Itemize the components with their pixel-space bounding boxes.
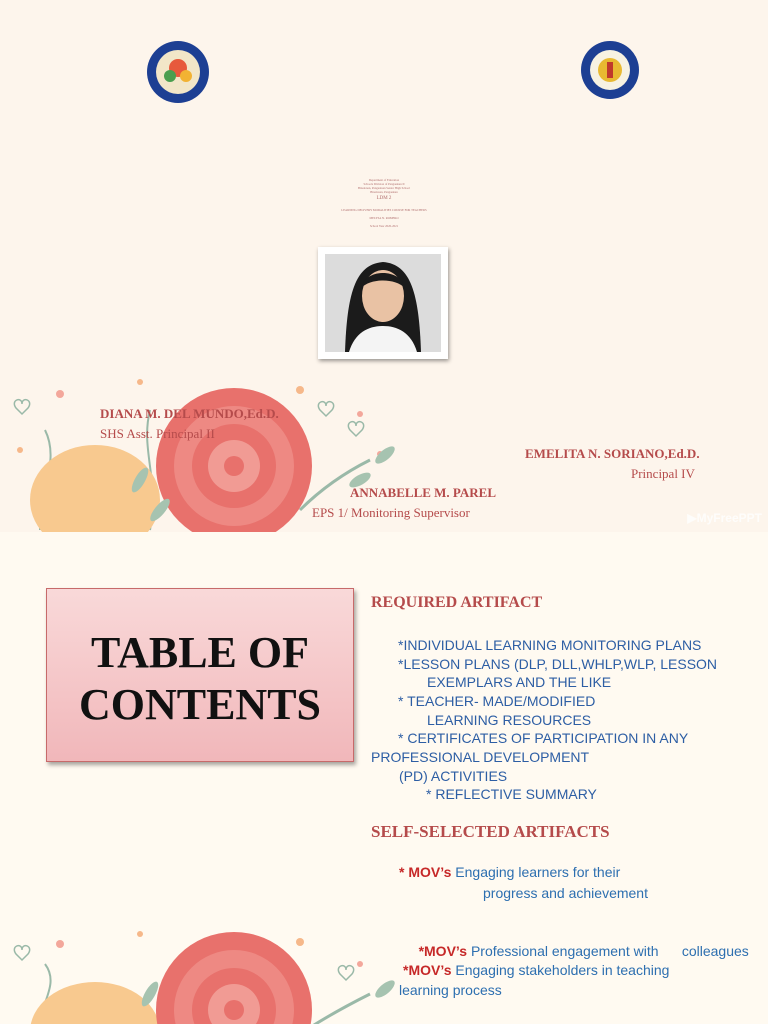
play-icon: ▶ (687, 511, 697, 525)
contents-slide (0, 532, 768, 1024)
person-name-2: EMELITA N. SORIANO,Ed.D. (525, 446, 700, 461)
person-name-3: ANNABELLE M. PAREL (350, 485, 497, 500)
teacher-name-line: MELYSA N. ROMERO (369, 216, 399, 220)
mov-text-3: Engaging stakeholders in teaching (451, 962, 670, 978)
mov-item-3 (403, 960, 669, 980)
header-line-1: Department of Education (368, 178, 400, 182)
required-item-3-cont: LEARNING RESOURCES (427, 712, 592, 728)
toc-title-line-1: TABLE OF (90, 628, 309, 677)
header-line-3: Binalonan, Pangasinan Senior High School (358, 186, 410, 190)
person-role-1: SHS Asst. Principal II (100, 426, 215, 441)
required-item-4-cont: PROFESSIONAL DEVELOPMENT (371, 749, 590, 765)
mov-text-1: Engaging learners for their (451, 864, 621, 880)
header-line-4: Binalonan, Pangasinan (370, 190, 398, 194)
required-item-2-cont: EXEMPLARS AND THE LIKE (427, 674, 612, 690)
mov-item-1 (399, 862, 620, 882)
required-item-4: * CERTIFICATES OF PARTICIPATION IN ANY (398, 730, 689, 746)
table-of-contents-box (46, 588, 354, 762)
person-role-2: Principal IV (631, 466, 695, 481)
watermark-label: MyFreePPT (696, 511, 762, 525)
school-seal-logo (578, 40, 642, 100)
course-subtitle: LEARNING DELIVERY MODALITIES COURSE FOR TEACHERS (341, 208, 427, 212)
pangasinan-division-logo (146, 40, 210, 104)
ldm-title: LDM 2 (376, 196, 392, 201)
person-role-3: EPS 1/ Monitoring Supervisor (312, 505, 470, 520)
teacher-photo (325, 254, 441, 352)
toc-title-line-2: CONTENTS (78, 680, 322, 729)
mov-prefix-2: *MOV’s (418, 943, 468, 959)
required-item-5: * REFLECTIVE SUMMARY (426, 786, 597, 802)
school-year-line: School Year 2020-2021 (369, 224, 399, 228)
required-artifact-heading: REQUIRED ARTIFACT (371, 594, 543, 611)
watermark-text (687, 511, 762, 525)
required-item-3: * TEACHER- MADE/MODIFIED (398, 693, 596, 709)
mov-item-3-cont: learning process (399, 982, 502, 998)
required-item-2: *LESSON PLANS (DLP, DLL,WHLP,WLP, LESSON (398, 656, 718, 672)
required-item-4-cont2: (PD) ACTIVITIES (399, 768, 508, 784)
person-name-1: DIANA M. DEL MUNDO,Ed.D. (100, 406, 279, 421)
required-item-1: *INDIVIDUAL LEARNING MONITORING PLANS (398, 637, 702, 653)
mov-item-1-cont: progress and achievement (483, 885, 648, 901)
mov-prefix-3: *MOV’s (403, 962, 452, 978)
teacher-photo-frame (318, 247, 448, 359)
header-line-2: Schools Division of Pangasinan II (363, 182, 405, 186)
self-selected-heading: SELF-SELECTED ARTIFACTS (371, 822, 610, 841)
mov-prefix-1: * MOV’s (399, 864, 452, 880)
mov-text-2: Professional engagement with colleagues (467, 943, 749, 959)
